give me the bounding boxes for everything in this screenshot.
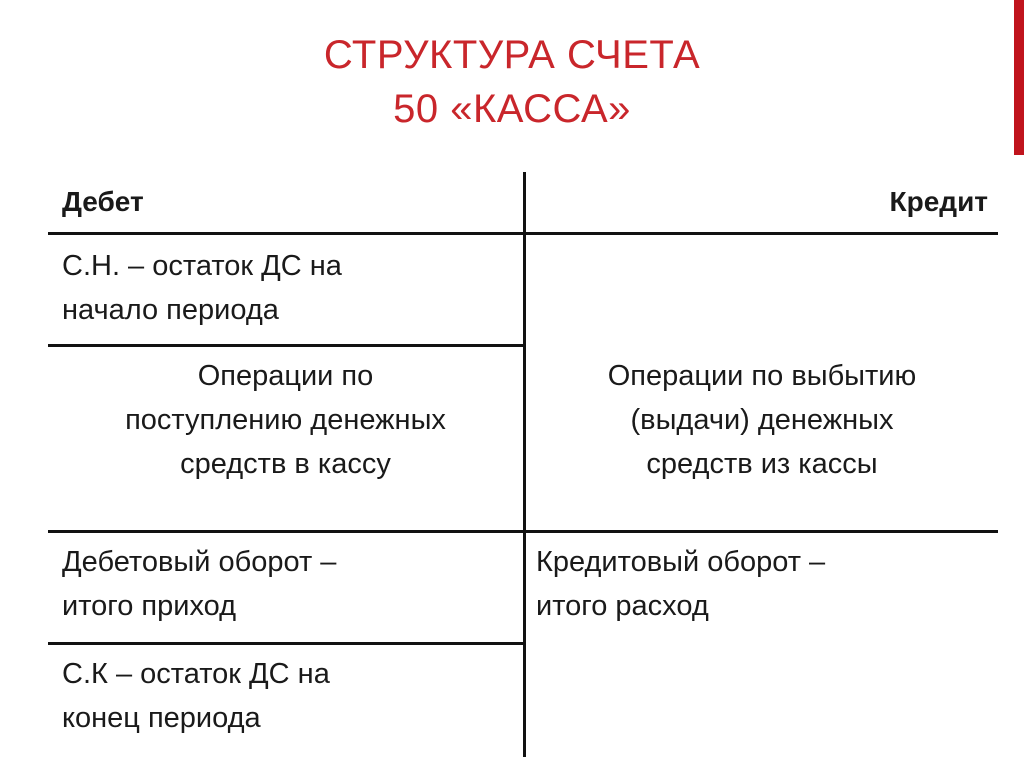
debit-operations-line-3: средств в кассу [180,448,391,480]
header-divider [48,232,998,235]
debit-turnover [62,540,512,628]
credit-operations-line-2: (выдачи) денежных [630,404,894,436]
debit-opening-balance-line-1: С.Н. – остаток ДС на [62,250,342,282]
debit-turnover-line-1: Дебетовый оборот – [62,546,337,578]
title-line-2: 50 «КАССА» [393,87,631,131]
debit-turnover-divider [48,642,523,645]
credit-operations [526,354,998,486]
credit-turnover [536,540,986,628]
debit-opening-divider [48,344,523,347]
credit-operations-line-3: средств из кассы [646,448,878,480]
debit-operations-line-2: поступлению денежных [125,404,446,436]
debit-operations-line-1: Операции по [197,360,374,392]
debit-closing-balance [62,652,512,740]
credit-operations-line-1: Операции по выбытию [607,360,917,392]
slide-title [0,28,1024,136]
t-account-table [48,172,998,757]
debit-operations [48,354,523,486]
credit-header: Кредит [889,186,988,217]
debit-closing-balance-line-2: конец периода [62,702,261,734]
debit-opening-balance [62,244,512,332]
debit-header: Дебет [62,186,144,217]
credit-turnover-line-2: итого расход [536,590,709,622]
operations-divider [48,530,998,533]
debit-turnover-line-2: итого приход [62,590,237,622]
debit-opening-balance-line-2: начало периода [62,294,279,326]
credit-turnover-line-1: Кредитовый оборот – [536,546,826,578]
title-line-1: СТРУКТУРА СЧЕТА [323,33,701,77]
debit-closing-balance-line-1: С.К – остаток ДС на [62,658,330,690]
